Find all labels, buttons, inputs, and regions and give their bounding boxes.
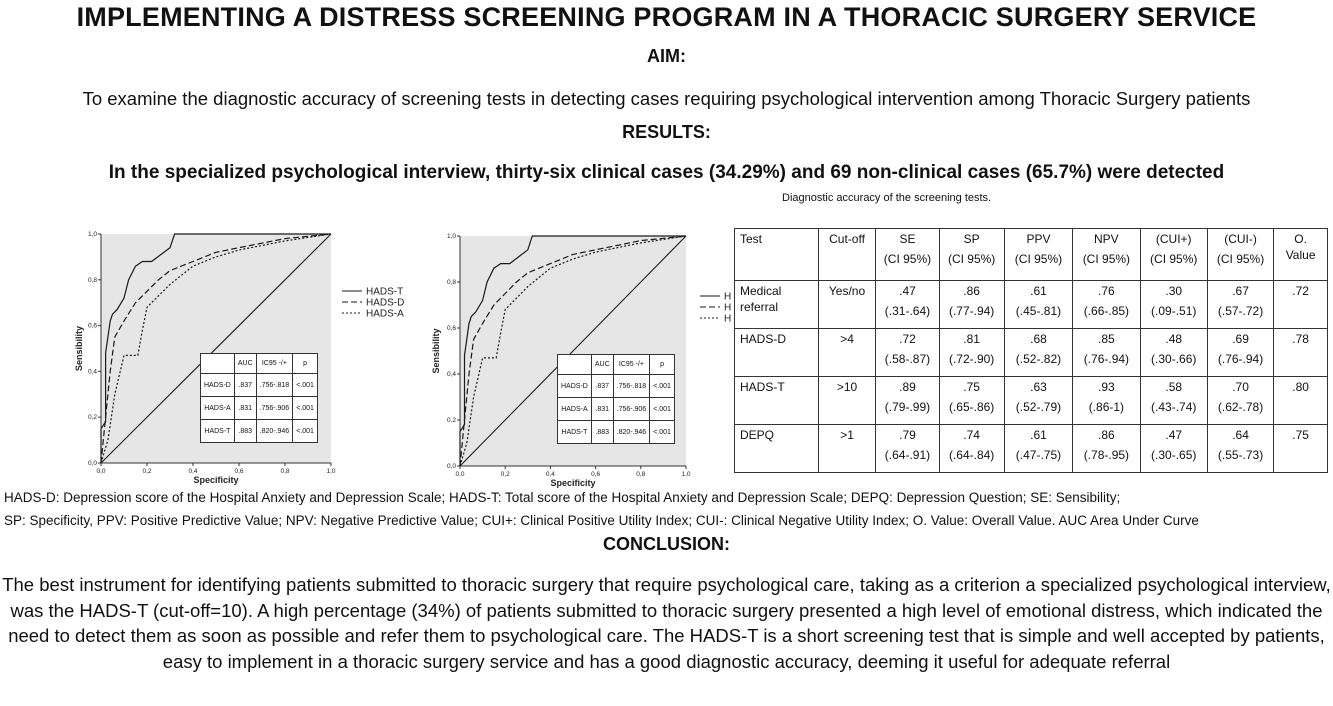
table-cell <box>735 377 819 425</box>
table-cell <box>1274 329 1328 377</box>
y-tick-label: 0,4 <box>87 368 97 376</box>
cell-ci: (CI 95%) <box>883 252 932 266</box>
cell-ci: (CI 95%) <box>947 252 996 266</box>
table-cell <box>1004 229 1072 281</box>
table-cell <box>939 329 1004 377</box>
y-tick-label: 0,8 <box>446 279 456 286</box>
y-tick-label: 0,0 <box>446 463 456 470</box>
cell-value: DEPQ <box>740 428 775 442</box>
cell-value: .85 <box>1098 332 1115 346</box>
cell-value: .72 <box>899 332 916 346</box>
y-tick-label: 0,4 <box>446 371 456 378</box>
table-cell <box>876 377 939 425</box>
cell-ci: (.76-.94) <box>1217 352 1264 366</box>
cell-ci: (.79-.99) <box>884 400 931 414</box>
cell-ci: (CI 95%) <box>1216 252 1265 266</box>
cell-value: .30 <box>1165 284 1183 298</box>
y-tick-label: 0,2 <box>87 414 97 422</box>
cell-value: .64 <box>1232 428 1249 442</box>
cell-ci: (.66-.85) <box>1083 304 1130 318</box>
table-cell <box>876 229 939 281</box>
cell-value: .86 <box>963 284 980 298</box>
cell-value: .70 <box>1232 380 1249 394</box>
results-text: In the specialized psychological interview, thirty-six clinical cases (34.29%) and 69 non-clinical cases (65.7%) were detected <box>108 162 1225 183</box>
y-axis-label: Sensibility <box>74 325 84 372</box>
y-tick-label: 0,6 <box>87 322 97 330</box>
x-tick-label: 0,6 <box>234 468 244 475</box>
auc-header-cell: IC95 -/+ <box>613 355 650 375</box>
y-axis-label: Sensibility <box>431 328 441 374</box>
conclusion-text: The best instrument for identifying patients submitted to thoracic surgery that require psychological care, taking as a criterion a specialized psychological interview, was the HADS-T (cut-off=10). A high percentage (34%) of patients submitted to thoracic surgery presented a high level of emotional distress, which indicated the need to detect them as soon as possible and refer them to psychological care. The HADS-T is a short screening test that is simple and well accepted by patients, easy to implement in a thoracic surgery service and has a good diagnostic accuracy, deeming it useful for adequate referral <box>2 574 1331 672</box>
x-tick-label: 0,8 <box>280 468 290 475</box>
roc-panel-2 <box>428 226 733 498</box>
cell-ci: (CI 95%) <box>1082 252 1131 266</box>
table-cell <box>1140 425 1207 473</box>
legend-label: HADS-A <box>366 308 404 320</box>
cell-value: PPV <box>1026 232 1051 246</box>
auc-header-cell <box>558 355 592 375</box>
x-axis-label: Specificity <box>550 478 596 488</box>
table-cell <box>1207 425 1273 473</box>
table-cell <box>1073 281 1140 329</box>
y-tick-label: 0,0 <box>87 460 97 467</box>
cell-value: Test <box>740 232 763 246</box>
cell-ci: (.77-.94) <box>948 304 995 318</box>
legend-label: H <box>724 291 732 303</box>
aim-text: To examine the diagnostic accuracy of screening tests in detecting cases requiring psychological intervention among Thoracic Surgery patients <box>82 88 1251 109</box>
cell-value: HADS-D <box>740 332 787 346</box>
cell-value: .74 <box>963 428 980 442</box>
cell-ci: (.30-.65) <box>1151 448 1197 462</box>
auc-table-2 <box>557 354 675 444</box>
cell-value: SP <box>963 232 980 246</box>
table-cell <box>1004 377 1072 425</box>
cell-value: .58 <box>1165 380 1183 394</box>
x-tick-label: 0,0 <box>455 471 465 478</box>
table-cell <box>876 425 939 473</box>
auc-cell: <.001 <box>650 375 675 398</box>
cell-ci: (.76-.94) <box>1083 352 1130 366</box>
table-cell <box>818 329 876 377</box>
table-cell <box>735 329 819 377</box>
cell-value: .68 <box>1030 332 1047 346</box>
table-cell <box>1207 229 1273 281</box>
cell-value: Medical <box>740 284 782 298</box>
y-tick-label: 1,0 <box>87 231 97 238</box>
cell-value: >10 <box>836 380 858 394</box>
auc-row <box>558 375 675 398</box>
table-cell <box>1073 377 1140 425</box>
x-tick-label: 0,0 <box>96 468 106 475</box>
cell-value: HADS-T <box>740 380 785 394</box>
y-tick-label: 0,2 <box>446 417 456 424</box>
cell-value: Cut-off <box>829 232 865 246</box>
cell-ci: (.45-.81) <box>1015 304 1062 318</box>
results-heading: RESULTS: <box>622 122 711 142</box>
cell-value: .80 <box>1292 380 1309 394</box>
x-tick-label: 0,8 <box>636 471 646 478</box>
cell-ci: (.30-.66) <box>1151 352 1197 366</box>
auc-cell: HADS-T <box>201 420 235 443</box>
auc-cell: .837 <box>234 374 256 397</box>
table-cell <box>939 229 1004 281</box>
table-row <box>735 425 1328 473</box>
auc-header-cell: p <box>650 355 675 375</box>
cell-value: .86 <box>1098 428 1115 442</box>
table-cell <box>818 425 876 473</box>
table-cell <box>1274 229 1328 281</box>
cell-value: >4 <box>840 332 854 346</box>
table-row <box>735 377 1328 425</box>
cell-value: .63 <box>1030 380 1047 394</box>
auc-cell: .820-.946 <box>613 421 650 444</box>
auc-cell: <.001 <box>650 398 675 421</box>
x-tick-label: 0,6 <box>591 471 601 478</box>
table-caption: Diagnostic accuracy of the screening tests. <box>782 192 992 204</box>
auc-cell: .756-.906 <box>613 398 650 421</box>
cell-ci: (.55-.73) <box>1217 448 1264 462</box>
x-tick-label: 1,0 <box>326 468 336 475</box>
table-cell <box>735 425 819 473</box>
cell-ci: (.31-.64) <box>884 304 931 318</box>
cell-value: .76 <box>1098 284 1115 298</box>
cell-ci: (CI 95%) <box>1150 252 1198 266</box>
table-cell <box>818 229 876 281</box>
table-cell <box>1004 329 1072 377</box>
auc-cell: .831 <box>234 397 256 420</box>
cell-ci: (.72-.90) <box>948 352 995 366</box>
auc-cell: <.001 <box>293 420 318 443</box>
auc-cell: .883 <box>234 420 256 443</box>
table-cell <box>1274 425 1328 473</box>
table-cell <box>818 377 876 425</box>
cell-ci: (.62-.78) <box>1217 400 1264 414</box>
auc-header-row <box>201 354 318 374</box>
cell-value: .61 <box>1030 428 1047 442</box>
auc-row <box>201 374 318 397</box>
cell-ci: (.65-.86) <box>948 400 995 414</box>
cell-value: NPV <box>1094 232 1119 246</box>
auc-cell: <.001 <box>650 421 675 444</box>
cell-value: .61 <box>1030 284 1047 298</box>
table-cell <box>1140 281 1207 329</box>
table-row <box>735 281 1328 329</box>
table-cell <box>1274 281 1328 329</box>
table-cell <box>939 425 1004 473</box>
auc-header-cell: IC95 -/+ <box>256 354 293 374</box>
cell-value: Yes/no <box>828 284 866 298</box>
legend-label: HADS-T <box>366 286 404 298</box>
cell-ci: (.52-.79) <box>1015 400 1062 414</box>
cell-ci: referral <box>740 300 779 314</box>
legend-label: H <box>724 302 732 314</box>
auc-row <box>558 398 675 421</box>
table-cell <box>876 329 939 377</box>
auc-header-cell: AUC <box>591 355 613 375</box>
table-cell <box>1004 425 1072 473</box>
cell-value: .79 <box>899 428 916 442</box>
cell-value: .75 <box>1292 428 1309 442</box>
cell-value: .69 <box>1232 332 1249 346</box>
table-cell <box>1073 329 1140 377</box>
legend-label: H <box>724 313 732 325</box>
table-cell <box>1140 329 1207 377</box>
conclusion-heading: CONCLUSION: <box>603 534 730 554</box>
cell-ci: (.64-.84) <box>948 448 995 462</box>
abbreviations-note-line-2: SP: Specificity, PPV: Positive Predictive Value; NPV: Negative Predictive Value; CUI+: Clinical Positive Utility Index; CUI-: Clinical Negative Utility Index; O. Value: Overall Value. AUC Area Under Curve <box>4 513 1199 528</box>
cell-ci: (.64-.91) <box>884 448 931 462</box>
x-axis-label: Specificity <box>193 475 239 485</box>
table-cell <box>735 229 819 281</box>
cell-value: >1 <box>840 428 854 442</box>
cell-value: .89 <box>899 380 916 394</box>
table-cell <box>735 281 819 329</box>
auc-table-1 <box>200 353 318 443</box>
cell-value: (CUI+) <box>1155 232 1192 246</box>
table-cell <box>1073 425 1140 473</box>
auc-cell: .756-.818 <box>613 375 650 398</box>
x-tick-label: 0,4 <box>545 471 555 478</box>
auc-row <box>558 421 675 444</box>
cell-value: .48 <box>1165 332 1183 346</box>
diagnostic-accuracy-table <box>734 228 1328 473</box>
auc-cell: HADS-D <box>558 375 592 398</box>
cell-value: .67 <box>1232 284 1249 298</box>
x-tick-label: 0,2 <box>142 468 152 475</box>
auc-cell: HADS-A <box>201 397 235 420</box>
cell-value: .93 <box>1098 380 1115 394</box>
auc-cell: .831 <box>591 398 613 421</box>
cell-value: SE <box>899 232 916 246</box>
cell-ci: (.78-.95) <box>1083 448 1130 462</box>
cell-value: (CUI-) <box>1224 232 1257 246</box>
auc-cell: <.001 <box>293 374 318 397</box>
table-cell <box>1207 377 1273 425</box>
cell-value: .75 <box>963 380 980 394</box>
auc-cell: .883 <box>591 421 613 444</box>
auc-cell: .756-.906 <box>256 397 293 420</box>
cell-ci: Value <box>1285 248 1316 262</box>
table-row <box>735 329 1328 377</box>
y-tick-label: 1,0 <box>446 233 456 240</box>
auc-cell: <.001 <box>293 397 318 420</box>
cell-ci: (.43-.74) <box>1151 400 1197 414</box>
cell-value: .81 <box>963 332 980 346</box>
auc-cell: .756-.818 <box>256 374 293 397</box>
cell-ci: (.58-.87) <box>884 352 931 366</box>
table-cell <box>1073 229 1140 281</box>
cell-value: .72 <box>1292 284 1309 298</box>
auc-header-cell <box>201 354 235 374</box>
auc-header-row <box>558 355 675 375</box>
auc-cell: .820-.946 <box>256 420 293 443</box>
table-cell <box>1140 377 1207 425</box>
table-cell <box>1140 229 1207 281</box>
table-cell <box>1004 281 1072 329</box>
table-cell <box>939 281 1004 329</box>
cell-value: .78 <box>1292 332 1309 346</box>
cell-value: .47 <box>899 284 916 298</box>
x-tick-label: 0,2 <box>500 471 510 478</box>
table-cell <box>1274 377 1328 425</box>
page-title: IMPLEMENTING A DISTRESS SCREENING PROGRAM IN A THORACIC SURGERY SERVICE <box>76 2 1257 32</box>
y-tick-label: 0,6 <box>446 325 456 332</box>
table-cell <box>1207 281 1273 329</box>
y-tick-label: 0,8 <box>87 276 97 284</box>
cell-ci: (CI 95%) <box>1014 252 1063 266</box>
x-tick-label: 0,4 <box>188 468 198 475</box>
cell-ci: (.57-.72) <box>1217 304 1264 318</box>
legend-label: HADS-D <box>366 297 405 309</box>
cell-value: .47 <box>1165 428 1183 442</box>
aim-heading: AIM: <box>647 46 686 66</box>
auc-row <box>201 397 318 420</box>
table-cell <box>939 377 1004 425</box>
cell-ci: (.86-1) <box>1088 400 1125 414</box>
x-tick-label: 1,0 <box>681 471 691 478</box>
table-header-row <box>735 229 1328 281</box>
abbreviations-note-line-1: HADS-D: Depression score of the Hospital Anxiety and Depression Scale; HADS-T: Total score of the Hospital Anxiety and Depression Scale; DEPQ: Depression Question; SE: Sensibility; <box>4 490 1121 505</box>
auc-cell: .837 <box>591 375 613 398</box>
roc-panel-1 <box>70 226 420 496</box>
table-cell <box>876 281 939 329</box>
auc-row <box>201 420 318 443</box>
cell-ci: (.52-.82) <box>1015 352 1062 366</box>
auc-header-cell: p <box>293 354 318 374</box>
cell-value: O. <box>1294 232 1307 246</box>
table-cell <box>818 281 876 329</box>
auc-header-cell: AUC <box>234 354 256 374</box>
auc-cell: HADS-A <box>558 398 592 421</box>
cell-ci: (.47-.75) <box>1015 448 1062 462</box>
table-cell <box>1207 329 1273 377</box>
auc-cell: HADS-T <box>558 421 592 444</box>
auc-cell: HADS-D <box>201 374 235 397</box>
cell-ci: (.09-.51) <box>1151 304 1197 318</box>
